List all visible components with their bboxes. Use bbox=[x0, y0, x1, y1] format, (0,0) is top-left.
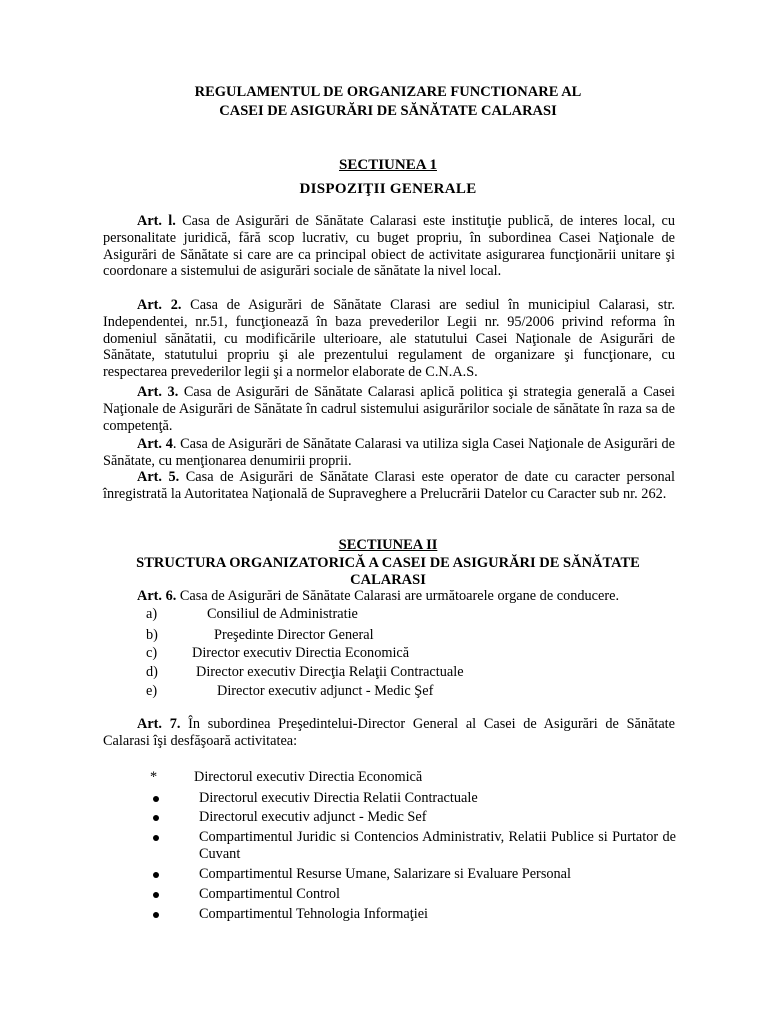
bullet-dot-icon bbox=[153, 892, 159, 898]
bullet-dot-icon bbox=[153, 912, 159, 918]
article-1-label: Art. l. bbox=[137, 213, 176, 229]
section2-name-line1: STRUCTURA ORGANIZATORICĂ A CASEI DE ASIGURĂRI DE SĂNĂTATE bbox=[136, 555, 640, 571]
subordinate-text-7: Compartimentul Tehnologia Informaţiei bbox=[199, 906, 429, 922]
subordinate-text-4: Compartimentul Juridic si Contencios Administrativ, Relatii Publice si Purtator de Cuvant bbox=[199, 829, 676, 862]
article-3-label: Art. 3. bbox=[137, 384, 179, 400]
article-2-label: Art. 2. bbox=[137, 297, 182, 313]
star-bullet: * bbox=[150, 769, 158, 785]
article-2 bbox=[103, 297, 675, 381]
organ-text-a: Consiliul de Administratie bbox=[207, 606, 358, 622]
article-6-label: Art. 6. bbox=[137, 588, 177, 604]
bullet-dot-icon bbox=[153, 835, 159, 841]
article-1-text: Casa de Asigurări de Sănătate Calarasi este instituţie publică, de interes local, cu personalitate juridică, fără scop lucrativ, cu buget propriu, în subordinea Casei Naţionale de Asigurări de Sănătate si care are ca principal obiect de activitate asigurarea funcţionării unitare şi coordonare a sistemului de asigurări sociale de sănătate la nivel local. bbox=[103, 213, 675, 280]
article-6 bbox=[103, 588, 675, 605]
bullet-dot-icon bbox=[153, 796, 159, 802]
article-5-text: Casa de Asigurări de Sănătate Clarasi este operator de date cu caracter personal înregistrată la Autoritatea Naţională de Supraveghere a Prelucrării Datelor cu Caracter sub nr. 262. bbox=[103, 469, 675, 502]
article-5 bbox=[103, 469, 675, 503]
organ-mark-e: e) bbox=[146, 683, 158, 699]
article-7 bbox=[103, 716, 675, 750]
article-1 bbox=[103, 213, 675, 280]
document-title-line1: REGULAMENTUL DE ORGANIZARE FUNCTIONARE AL bbox=[194, 84, 582, 100]
subordinate-text-5: Compartimentul Resurse Umane, Salarizare si Evaluare Personal bbox=[199, 866, 571, 882]
bullet-dot-icon bbox=[153, 872, 159, 878]
article-3 bbox=[103, 384, 675, 434]
article-7-text: În subordinea Preşedintelui-Director General al Casei de Asigurări de Sănătate Calarasi îşi desfăşoară activitatea: bbox=[103, 716, 675, 749]
document-title-line2: CASEI DE ASIGURĂRI DE SĂNĂTATE CALARASI bbox=[219, 103, 557, 119]
article-4 bbox=[103, 436, 675, 470]
subordinate-text-2: Directorul executiv Directia Relatii Contractuale bbox=[199, 790, 478, 806]
section2-name-line2: CALARASI bbox=[350, 572, 426, 588]
subordinate-text-3: Directorul executiv adjunct - Medic Sef bbox=[199, 809, 427, 825]
organ-text-c: Director executiv Directia Economică bbox=[192, 645, 410, 661]
organ-mark-b: b) bbox=[146, 627, 158, 643]
organ-mark-c: c) bbox=[146, 645, 158, 661]
section1-name: DISPOZIŢII GENERALE bbox=[299, 181, 477, 197]
organ-text-b: Preşedinte Director General bbox=[214, 627, 374, 643]
bullet-dot-icon bbox=[153, 815, 159, 821]
subordinate-text-6: Compartimentul Control bbox=[199, 886, 340, 902]
organ-text-e: Director executiv adjunct - Medic Şef bbox=[217, 683, 434, 699]
article-3-text: Casa de Asigurări de Sănătate Calarasi aplică politica şi strategia generală a Casei Naţionale de Asigurări de Sănătate în cadrul sistemului asigurărilor sociale de sănătate în raza sa de competenţă. bbox=[103, 384, 675, 434]
article-4-text: . Casa de Asigurări de Sănătate Calarasi va utiliza sigla Casei Naţionale de Asigurări de Sănătate, cu menţionarea denumirii proprii. bbox=[103, 436, 675, 469]
section2-number: SECTIUNEA II bbox=[338, 537, 438, 553]
article-7-label: Art. 7. bbox=[137, 716, 181, 732]
article-5-label: Art. 5. bbox=[137, 469, 180, 485]
organ-mark-a: a) bbox=[146, 606, 158, 622]
organ-mark-d: d) bbox=[146, 664, 158, 680]
organ-text-d: Director executiv Direcţia Relaţii Contractuale bbox=[196, 664, 464, 680]
article-2-text: Casa de Asigurări de Sănătate Clarasi are sediul în municipiul Calarasi, str. Independentei, nr.51, funcţionează în baza prevederilor Legii nr. 95/2006 privind reforma în domeniul sănătatii, cu modificările ulterioare, ale statutului Casei Naţionale de Asigurări de Sănătate, statutului propriu şi ale prezentului regulament de organizare şi funcţionare, cu respectarea prevederilor legii şi a normelor elaborate de C.N.A.S. bbox=[103, 297, 675, 381]
subordinate-text-1: Directorul executiv Directia Economică bbox=[194, 769, 423, 785]
section1-number: SECTIUNEA 1 bbox=[339, 157, 437, 173]
article-6-text: Casa de Asigurări de Sănătate Calarasi are următoarele organe de conducere. bbox=[179, 588, 620, 604]
article-4-label: Art. 4 bbox=[137, 436, 173, 452]
